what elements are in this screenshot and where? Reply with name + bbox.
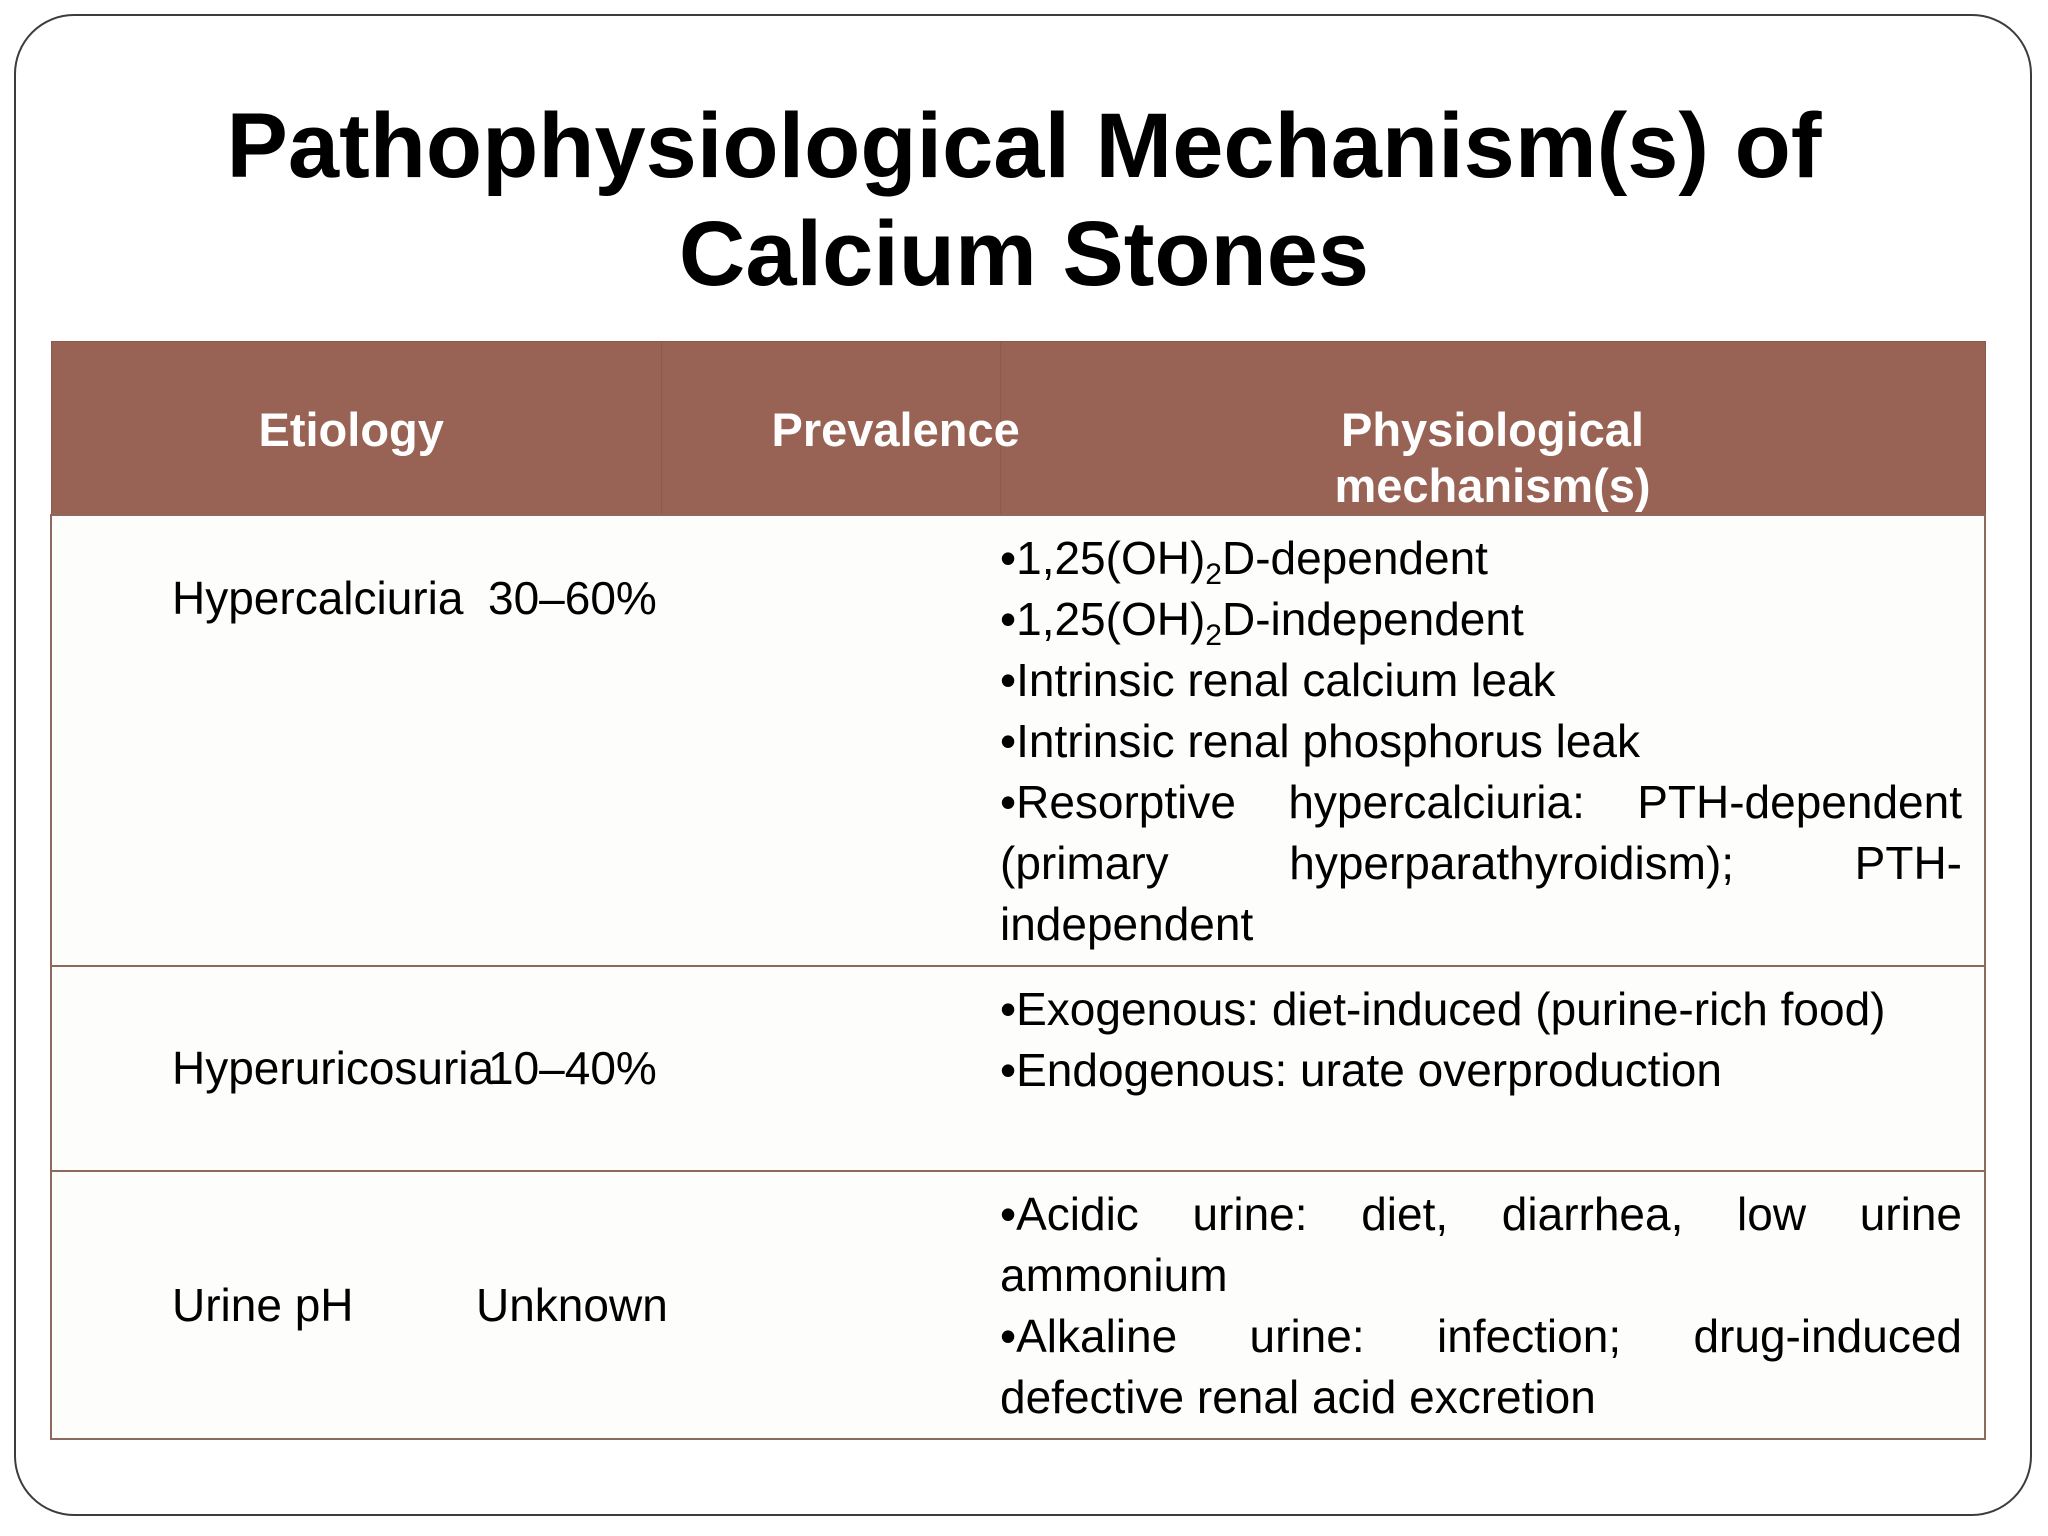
cell-mechanisms (1000, 966, 1985, 1171)
title-line-1: Pathophysiological Mechanism(s) of (226, 95, 1822, 197)
mechanism-item: •Intrinsic renal calcium leak (1000, 654, 1556, 706)
etiology-text: Hyperuricosuria (172, 1042, 495, 1094)
mechanism-item: •Intrinsic renal phosphorus leak (1000, 715, 1641, 767)
mechanism-item: •Endogenous: urate overproduction (1000, 1044, 1722, 1096)
cell-prevalence (476, 1171, 1000, 1439)
cell-mechanisms (1000, 1171, 1985, 1439)
table-row (51, 515, 1985, 966)
table-row (51, 966, 1985, 1171)
header-etiology: Etiology (51, 342, 661, 516)
mechanism-item: •Acidic urine: diet, diarrhea, low urine ammonium (1000, 1188, 1962, 1301)
header-mechanism-line-1: Physiological (1341, 403, 1644, 456)
table-header-row (51, 342, 1985, 516)
calcium-stones-table (50, 341, 1986, 1440)
etiology-text: Urine pH (172, 1278, 354, 1331)
header-prevalence: Prevalence (661, 342, 1000, 516)
mechanism-item: •Alkaline urine: infection; drug-induced defective renal acid excretion (1000, 1310, 1962, 1423)
table-row (51, 1171, 1985, 1439)
mechanism-item: •Resorptive hypercalciuria: PTH-dependent (primary hyperparathyroidism); PTH-independent (1000, 776, 1962, 950)
prevalence-text: 10–40% (488, 1042, 657, 1094)
etiology-text: Hypercalciuria (172, 572, 464, 624)
cell-prevalence (488, 515, 1000, 966)
cell-mechanisms (1000, 515, 1985, 966)
cell-prevalence (488, 966, 1000, 1171)
mechanism-item: $•1,25(OH)_2D$-dependent (1000, 532, 1488, 591)
mechanism-item: •Exogenous: diet-induced (purine-rich food) (1000, 983, 1886, 1035)
title-line-2: Calcium Stones (678, 203, 1370, 305)
prevalence-text: 30–60% (488, 572, 657, 624)
header-mechanism-line-2: mechanism(s) (1334, 459, 1651, 512)
slide-title (0, 92, 2048, 308)
prevalence-text: Unknown (476, 1278, 668, 1331)
mechanism-item: $•1,25(OH)_2D$-independent (1000, 593, 1524, 652)
header-mechanism (1000, 342, 1985, 516)
